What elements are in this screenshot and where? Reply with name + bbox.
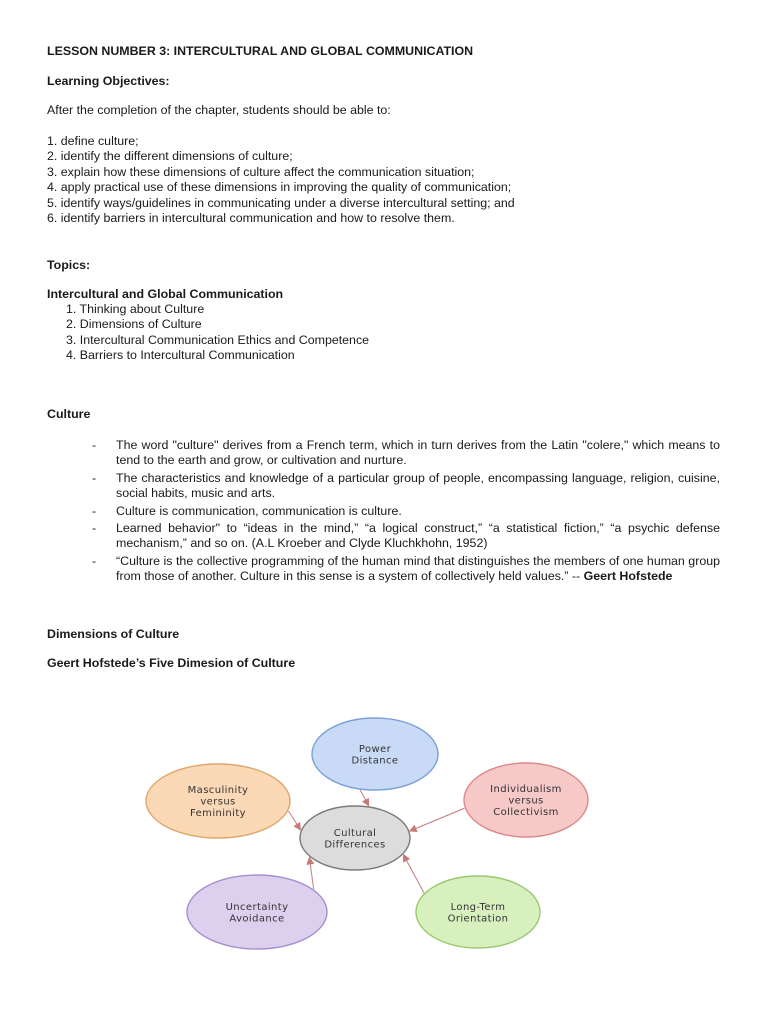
center-node-label: Differences [324,839,386,851]
objectives-intro: After the completion of the chapter, students should be able to: [47,103,391,117]
objectives-heading: Learning Objectives: [47,74,170,88]
lesson-title: LESSON NUMBER 3: INTERCULTURAL AND GLOBAL COMMUNICATION [47,44,474,58]
culture-definition-item [92,521,720,552]
objective-item: 4. apply practical use of these dimensions in improving the quality of communication; [47,180,512,195]
dimension-node-label: Avoidance [229,913,285,925]
definition-text: The word "culture" derives from a French term, which in turn derives from the Latin "colere," which means to tend to the earth and grow, or cultivation and nurture. [116,438,720,468]
dimension-node-label: Collectivism [493,807,559,818]
hofstede-heading: Geert Hofstede’s Five Dimesion of Culture [47,656,296,670]
culture-heading: Culture [47,407,91,421]
topic-item: 2. Dimensions of Culture [66,317,202,332]
objective-item: 3. explain how these dimensions of culture affect the communication situation; [47,164,475,179]
dimension-node-label: Masculinity [187,785,249,796]
objective-item: 2. identify the different dimensions of culture; [47,149,293,164]
topics-list [66,302,369,364]
dimension-node-label: Orientation [447,913,509,925]
dimension-node-label: Femininity [190,808,246,819]
connector-arrow [404,856,424,893]
objective-item: 5. identify ways/guidelines in communicating under a diverse intercultural setting; and [47,195,515,210]
dimension-node-label: versus [508,795,544,807]
dimension-node-label: versus [200,796,236,808]
dimension-node-label: Long-Term [450,901,506,913]
center-node-label: Cultural [333,827,377,839]
definition-text: The characteristics and knowledge of a particular group of people, encompassing language, religion, cuisine, social habits, music and arts. [116,470,720,501]
topic-item: 1. Thinking about Culture [66,302,205,316]
topics-subheading: Intercultural and Global Communication [47,287,284,301]
definition-text: “Culture is the collective programming of the human mind that distinguishes the members of one human group from those of another. Culture in this sense is a system of collectively held values.” -- [116,553,720,584]
dimension-node-label: Power [358,743,392,755]
diagram-nodes [146,718,588,949]
dash-bullet: - [92,521,97,536]
dash-bullet: - [92,553,97,568]
hofstede-dimensions-diagram [140,712,640,972]
objective-item: 1. define culture; [47,134,139,148]
connector-arrow [411,808,465,830]
definition-text: Culture is communication, communication is culture. [116,503,402,518]
quote-author: Geert Hofstede [583,569,673,584]
topic-item: 3. Intercultural Communication Ethics and Competence [66,332,370,347]
objectives-list [47,134,515,226]
dash-bullet: - [92,503,97,518]
objective-item: 6. identify barriers in intercultural communication and how to resolve them. [47,211,455,226]
culture-definition-item [92,504,720,519]
topics-heading: Topics: [47,258,91,272]
culture-definitions-list [92,438,720,587]
definition-text: Learned behavior" to “ideas in the mind,” “a logical construct,” “a statistical fiction,” “a psychic defense mechanism,” and so on. (A.L Kroeber and Clyde Kluchkhohn, 1952) [116,521,720,551]
culture-definition-item [92,471,720,502]
dimension-node-label: Individualism [490,784,562,795]
dimensions-heading: Dimensions of Culture [47,627,180,641]
dash-bullet: - [92,470,97,485]
culture-definition-item [92,554,720,585]
dash-bullet: - [92,438,97,452]
connector-arrow [288,811,299,829]
dimension-node-label: Uncertainty [225,901,289,913]
connector-arrow [360,790,368,805]
culture-definition-item [92,438,720,469]
dimension-node-label: Distance [351,755,399,767]
topic-item: 4. Barriers to Intercultural Communication [66,348,295,363]
connector-arrow [310,858,314,889]
